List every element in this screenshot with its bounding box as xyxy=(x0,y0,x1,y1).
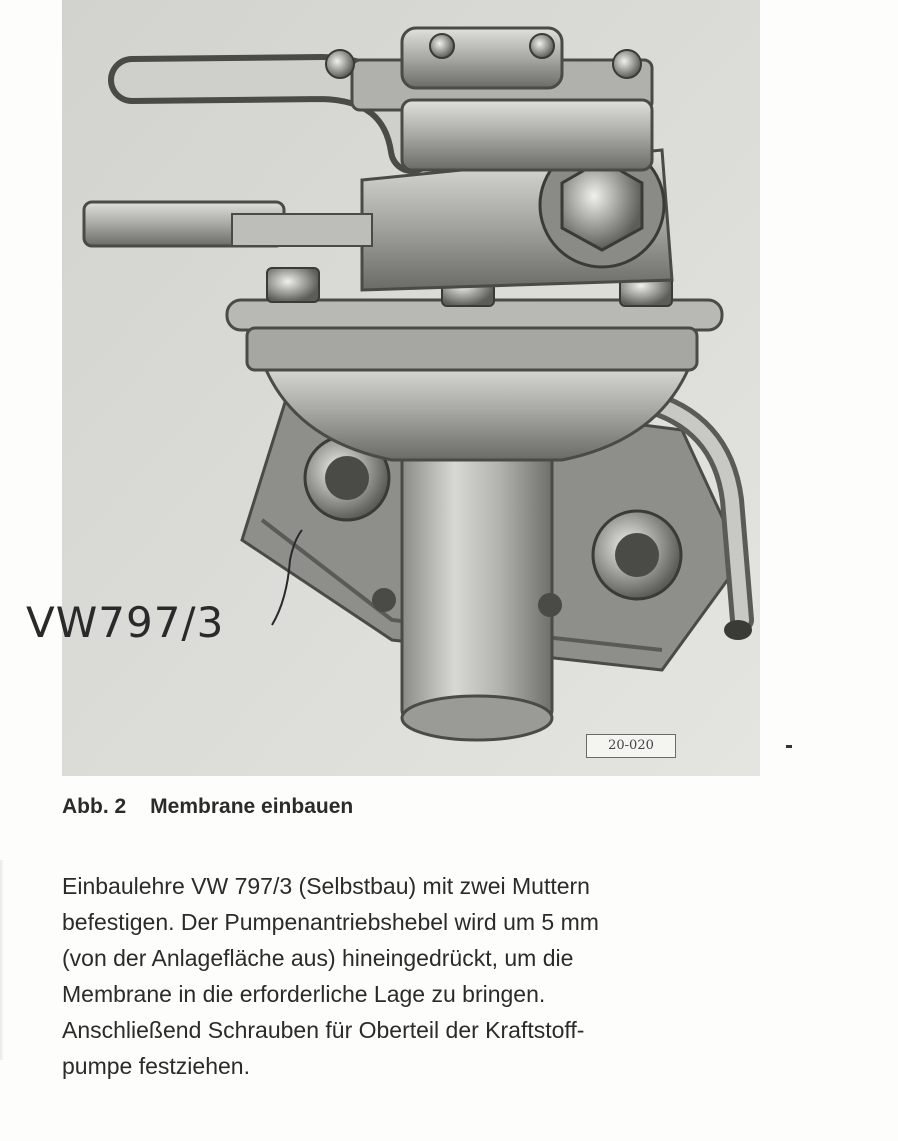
figure-caption xyxy=(62,795,353,819)
figure-code-tag: 20-020 xyxy=(586,734,676,758)
part-label: VW797/3 xyxy=(26,598,225,647)
caption-number: Abb. 2 xyxy=(62,795,127,818)
caption-title: Membrane einbauen xyxy=(150,795,354,818)
fuel-pump-photo xyxy=(62,0,760,776)
page-edge-shadow xyxy=(0,860,4,1060)
paragraph-line: befestigen. Der Pumpenantriebshebel wird um 5 mm xyxy=(62,909,599,935)
instruction-paragraph xyxy=(62,868,782,1084)
paragraph-line: Einbaulehre VW 797/3 (Selbstbau) mit zwei Muttern xyxy=(62,873,590,899)
paragraph-line: pumpe festziehen. xyxy=(62,1053,250,1079)
fuel-pump-illustration xyxy=(62,0,760,776)
paragraph-line: Membrane in die erforderliche Lage zu bringen. xyxy=(62,981,546,1007)
margin-mark xyxy=(786,745,792,748)
paragraph-line: (von der Anlagefläche aus) hineingedrückt, um die xyxy=(62,945,574,971)
paragraph-line: Anschließend Schrauben für Oberteil der Kraftstoff- xyxy=(62,1017,585,1043)
